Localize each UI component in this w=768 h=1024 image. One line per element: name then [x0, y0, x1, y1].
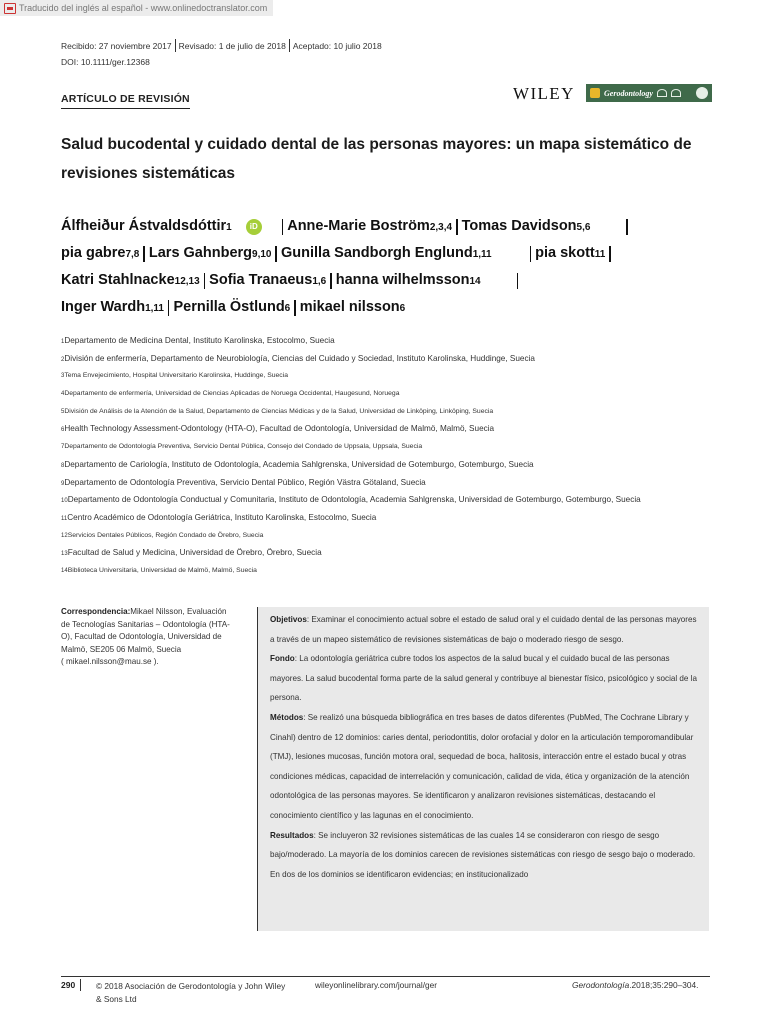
author-affiliation-ref: 7,8: [125, 249, 140, 260]
author-name[interactable]: Tomas Davidson: [461, 218, 577, 234]
author-line: [61, 240, 632, 267]
journal-name: Gerodontology: [604, 88, 653, 98]
author-name[interactable]: pia gabre: [61, 245, 126, 261]
publisher-logo: WILEY: [513, 84, 575, 103]
affiliation-item: 1Departamento de Medicina Dental, Instituto Karolinska, Estocolmo, Suecia: [61, 336, 335, 345]
copyright: © 2018 Asociación de Gerodontología y John Wiley & Sons Ltd: [96, 981, 286, 1004]
divider: [282, 219, 284, 235]
translator-banner[interactable]: [0, 0, 273, 16]
author-affiliation-ref: 5,6: [576, 222, 591, 233]
abstract-box: [257, 607, 709, 931]
article-dates: [61, 39, 382, 52]
translator-banner-text[interactable]: Traducido del inglés al español - www.onlinedoctranslator.com: [19, 3, 268, 13]
journal-url[interactable]: wileyonlinelibrary.com/journal/ger: [315, 980, 438, 990]
received-date: Recibido: 27 noviembre 2017: [61, 40, 172, 51]
affiliation-item: 6Health Technology Assessment-Odontology (HTA-O), Facultad de Odontología, Universidad de Malmö, Malmö, Suecia: [61, 424, 495, 434]
pdf-icon: [4, 3, 16, 14]
correspondence-email[interactable]: ( mikael.nilsson@mau.se ).: [61, 657, 159, 667]
article-type: ARTÍCULO DE REVISIÓN: [61, 93, 190, 109]
author-name[interactable]: Inger Wardh: [61, 299, 146, 315]
author-name[interactable]: Pernilla Östlund: [173, 299, 285, 315]
divider: [275, 246, 277, 262]
tooth-icon: [657, 89, 667, 97]
author-affiliation-ref: 6: [399, 303, 406, 314]
affiliation-item: 13Facultad de Salud y Medicina, Universidad de Örebro, Örebro, Suecia: [61, 548, 322, 558]
author-line: [61, 213, 632, 240]
divider: [294, 300, 296, 316]
author-name[interactable]: pia skott: [535, 245, 595, 261]
divider: [609, 246, 611, 262]
orcid-icon[interactable]: iD: [246, 219, 262, 235]
author-name[interactable]: hanna wilhelmsson: [335, 272, 470, 288]
author-affiliation-ref: 14: [469, 276, 481, 287]
affiliation-item: 4Departamento de enfermería, Universidad de Ciencias Aplicadas de Noruega Occidental, Haugesund, Noruega: [61, 390, 400, 398]
journal-banner: [586, 84, 712, 102]
divider: [143, 246, 145, 262]
accepted-date: Aceptado: 10 julio 2018: [292, 40, 382, 51]
affiliation-item: 9Departamento de Odontología Preventiva, Servicio Dental Público, Región Västra Götaland, Suecia: [61, 477, 426, 487]
affiliation-item: 3Tema Envejecimiento, Hospital Universitario Karolinska, Huddinge, Suecia: [61, 372, 288, 380]
citation: Gerodontología.2018;35:290–304.: [572, 980, 699, 990]
affiliation-item: 14Biblioteca Universitaria, Universidad de Malmö, Malmö, Suecia: [61, 566, 257, 574]
author-name[interactable]: Lars Gahnberg: [148, 245, 253, 261]
author-affiliation-ref: 2,3,4: [429, 222, 453, 233]
divider: [168, 300, 170, 316]
author-affiliation-ref: 12,13: [174, 276, 200, 287]
author-affiliation-ref: 1,11: [145, 303, 164, 314]
author-affiliation-ref: 11: [594, 249, 606, 260]
divider: [80, 979, 81, 991]
affiliation-item: 8Departamento de Cariología, Instituto de Odontología, Academia Sahlgrenska, Universidad de Gotemburgo, Gotemburgo, Suecia: [61, 459, 534, 469]
correspondence: [61, 606, 237, 669]
footer-divider: [61, 976, 710, 977]
author-affiliation-ref: 1: [226, 222, 232, 233]
abstract-objectives: Objetivos: Examinar el conocimiento actual sobre el estado de salud oral y el cuidado dental de las personas mayores a través de un mapeo sistemático de revisiones sistemáticas de bajo o moderado riesgo de sesgo.: [270, 615, 697, 644]
correspondence-address: Mikael Nilsson, Evaluación de Tecnologías Sanitarias – Odontología (HTA-O), Facultad de Odontología, Universidad de Malmö, SE205 06 Malmö, Suecia: [61, 607, 230, 654]
affiliation-item: 5División de Análisis de la Atención de la Salud, Departamento de Ciencias Médicas y de la Salud, Universidad de Linköping, Linköping, Suecia: [61, 407, 494, 415]
divider: [517, 273, 519, 289]
author-name[interactable]: Gunilla Sandborgh Englund: [280, 245, 473, 261]
author-affiliation-ref: 6: [284, 303, 291, 314]
author-name[interactable]: Sofia Tranaeus: [209, 272, 313, 288]
abstract-results: Resultados: Se incluyeron 32 revisiones sistemáticas de las cuales 14 se consideraron con riesgo de sesgo bajo/moderado. La mayoría de los dominios carecen de revisiones sistemáticas con riesgo de sesgo bajo o moderado. En dos de los dominios se identificaron evidencias; en institucionalizado: [270, 830, 696, 879]
abstract-background: Fondo: La odontología geriátrica cubre todos los aspectos de la salud bucal y el cuidado bucal de las personas mayores. La salud bucodental forma parte de la salud general y contribuye al bienestar físico, psicológico y social de la persona.: [270, 654, 697, 703]
author-affiliation-ref: 9,10: [252, 249, 272, 260]
doi[interactable]: DOI: 10.1111/ger.12368: [61, 57, 150, 67]
divider: [456, 219, 458, 235]
author-line: [61, 294, 632, 321]
page-number: 290: [61, 980, 76, 990]
affiliation-item: 10Departamento de Odontología Conductual y Comunitaria, Instituto de Odontología, Academia Sahlgrenska, Universidad de Gotemburgo, Gotemburgo, Suecia: [61, 495, 641, 505]
society-logo-icon: [696, 87, 708, 99]
revised-date: Revisado: 1 de julio de 2018: [178, 40, 286, 51]
abstract-methods: Métodos: Se realizó una búsqueda bibliográfica en tres bases de datos diferentes (PubMed, The Cochrane Library y Cinahl) dentro de 12 dominios: caries dental, periodontitis, dolor orofacial y dolor en la articulación temporomandibular (TMJ), lesiones mucosas, función motora oral, sequedad de boca, halitosis, interacción entre el estado bucal y otras condiciones médicas, capacidad de interrelación y comunicación, calidad de vida, ética y organización de la atención odontológica de las personas mayores. Se identificaron y analizaron revisiones sistemáticas, destacando el conocimiento científico y las lagunas en el conocimiento.: [270, 712, 694, 820]
author-name[interactable]: mikael nilsson: [299, 299, 400, 315]
affiliation-list: [61, 332, 721, 580]
author-affiliation-ref: 1,6: [312, 276, 327, 287]
correspondence-label: Correspondencia:: [61, 607, 131, 616]
affiliation-item: 2División de enfermería, Departamento de Neurobiología, Ciencias del Cuidado y Sociedad, Instituto Karolinska, Huddinge, Suecia: [61, 353, 535, 363]
journal-logo-icon: [590, 88, 600, 98]
divider: [289, 39, 290, 52]
divider: [204, 273, 206, 289]
article-title: Salud bucodental y cuidado dental de las personas mayores: un mapa sistemático de revisiones sistemáticas: [61, 136, 692, 182]
divider: [530, 246, 532, 262]
affiliation-item: 7Departamento de Odontología Preventiva, Servicio Dental Pública, Consejo del Condado de Uppsala, Uppsala, Suecia: [61, 443, 423, 451]
author-list: [61, 213, 632, 321]
crown-icon: [671, 89, 681, 97]
author-name[interactable]: Anne-Marie Boström: [287, 218, 430, 234]
author-line: [61, 267, 632, 294]
divider: [330, 273, 332, 289]
author-name[interactable]: Katri Stahlnacke: [61, 272, 175, 288]
author-name[interactable]: Álfheiður Ástvaldsdóttir: [61, 218, 227, 234]
affiliation-item: 11Centro Académico de Odontología Geriátrica, Instituto Karolinska, Estocolmo, Suecia: [61, 512, 377, 522]
divider: [626, 219, 628, 235]
author-affiliation-ref: 1,11: [472, 249, 492, 260]
affiliation-item: 12Servicios Dentales Públicos, Región Condado de Örebro, Suecia: [61, 531, 264, 539]
divider: [175, 39, 176, 52]
